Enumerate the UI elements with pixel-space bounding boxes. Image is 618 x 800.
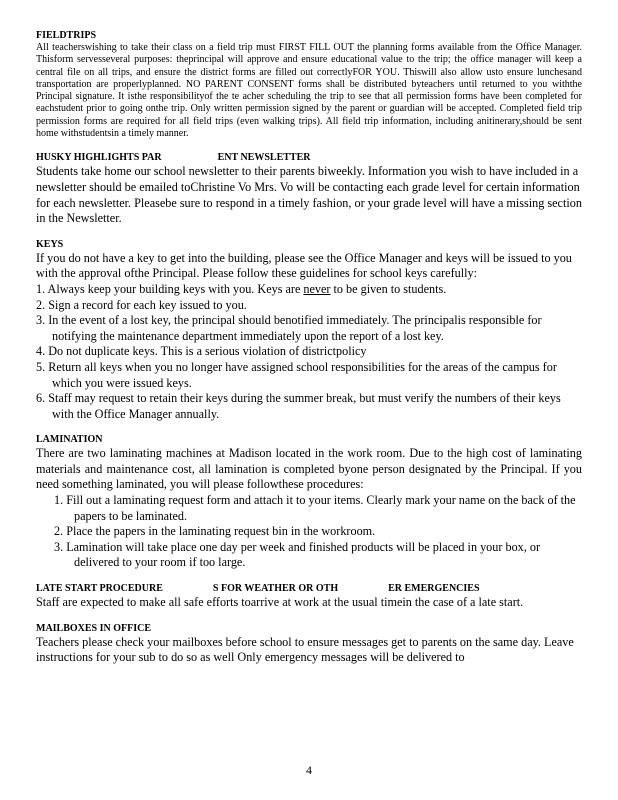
keys-item xyxy=(36,282,582,298)
newsletter-heading-right: ENT NEWSLETTER xyxy=(217,152,311,164)
fieldtrips-section xyxy=(36,30,582,140)
keys-item xyxy=(36,391,582,422)
lamination-list xyxy=(36,493,582,571)
keys-item-text: Sign a record for each key issued to you. xyxy=(48,297,247,312)
mailboxes-heading: MAILBOXES IN OFFICE xyxy=(36,622,152,634)
lamination-item-number: 3. xyxy=(54,539,64,554)
newsletter-body: Students take home our school newsletter to their parents biweekly. Information you wish to have included in a newsletter should be emailed toChristine Vo Mrs. Vo will be contacting each grade level for certain information for each newsletter. Pleasebe sure to respond in a timely fashion, or your grade level will have a missing section in the Newsletter. xyxy=(36,164,582,226)
keys-heading: KEYS xyxy=(36,238,64,250)
keys-list xyxy=(36,282,582,422)
keys-intro: If you do not have a key to get into the building, please see the Office Manager and keys will be issued to you with the approval ofthe Principal. Please follow these guidelines for school keys carefully: xyxy=(36,250,572,281)
late-start-section xyxy=(36,583,582,611)
lamination-heading: LAMINATION xyxy=(36,434,103,446)
newsletter-heading-left: HUSKY HIGHLIGHTS PAR xyxy=(36,152,162,164)
keys-item-text: Staff may request to retain their keys during the summer break, but must verify the numbers of their keys with the Office Manager annually. xyxy=(48,391,561,421)
lamination-item xyxy=(36,493,582,524)
keys-item-number: 2. xyxy=(36,297,46,312)
lamination-item xyxy=(36,524,582,540)
newsletter-heading xyxy=(36,152,582,164)
page-number: 4 xyxy=(306,763,312,777)
lamination-item xyxy=(36,540,582,571)
late-start-heading-c: ER EMERGENCIES xyxy=(388,583,480,595)
lamination-body: There are two laminating machines at Madison located in the work room. Due to the high cost of laminating materials and maintenance cost, all lamination is completed byone person designated by the Principal. If you need something laminated, you will please followthese procedures: xyxy=(36,446,582,492)
keys-section xyxy=(36,239,582,423)
lamination-item-text: Lamination will take place one day per week and finished products will be placed in your box, or delivered to your room if too large. xyxy=(66,539,541,570)
keys-item xyxy=(36,360,582,391)
keys-item xyxy=(36,313,582,344)
keys-item xyxy=(36,298,582,314)
late-start-heading-b: S FOR WEATHER OR OTH xyxy=(212,583,339,595)
keys-item-text: Do not duplicate keys. This is a serious violation of districtpolicy xyxy=(48,344,367,359)
keys-item-text-end: to be given to students. xyxy=(330,281,447,296)
lamination-item-text: Fill out a laminating request form and attach it to your items. Clearly mark your name on the back of the papers to be laminated. xyxy=(66,493,576,523)
late-start-body: Staff are expected to make all safe efforts toarrive at work at the usual timein the case of a late start. xyxy=(36,595,524,610)
lamination-section xyxy=(36,434,582,571)
newsletter-section xyxy=(36,152,582,226)
keys-item-number: 1. xyxy=(36,281,46,296)
fieldtrips-heading: FIELDTRIPS xyxy=(36,30,97,41)
lamination-item-number: 2. xyxy=(54,524,64,539)
keys-item xyxy=(36,344,582,360)
lamination-item-number: 1. xyxy=(54,493,64,508)
mailboxes-section xyxy=(36,623,582,666)
keys-item-number: 5. xyxy=(36,359,46,374)
document-page xyxy=(36,30,582,777)
late-start-heading-a: LATE START PROCEDURE xyxy=(36,583,163,595)
lamination-item-text: Place the papers in the laminating request bin in the workroom. xyxy=(66,524,376,539)
late-start-heading xyxy=(36,583,582,595)
keys-item-text: Always keep your building keys with you. Keys are xyxy=(47,281,304,296)
fieldtrips-body: All teacherswishing to take their class on a field trip must FIRST FILL OUT the planning forms available from the Office Manager. Thisform servesseveral purposes: theprincipal will approve and ensure educational value to the trip; the office manager will keep a central file on all trips, and ensure the district forms are filled out correctlyFOR YOU. Thiswill also allow usto ensure lunchesand transportation are properlyplanned. NO PARENT CONSENT forms shall be distributed byteachers until returned to you withthe Principal signature. It isthe responsibilityof the te acher scheduling the trip to see that all permission forms have been completed for eachstudent prior to going onthe trip. Only written permission signed by the parent or guardian will be accepted. Completed field trip permission forms are required for all field trips (even walking trips). All field trip information, including anitinerary,should be sent home withstudentsin a timely manner. xyxy=(36,42,582,140)
mailboxes-body: Teachers please check your mailboxes before school to ensure messages get to parents on the same day. Leave instructions for your sub to do so as well Only emergency messages will be delivered to xyxy=(36,634,574,665)
keys-item-number: 4. xyxy=(36,344,46,359)
keys-item-text: In the event of a lost key, the principal should benotified immediately. The principalis responsible for notifying the maintenance department immediately upon the report of a lost key. xyxy=(48,313,542,343)
keys-item-number: 3. xyxy=(36,313,46,328)
keys-item-text: Return all keys when you no longer have assigned school responsibilities for the areas of the campus for which you were issued keys. xyxy=(48,359,557,390)
keys-item-number: 6. xyxy=(36,391,46,406)
keys-item-emphasis: never xyxy=(303,281,331,296)
